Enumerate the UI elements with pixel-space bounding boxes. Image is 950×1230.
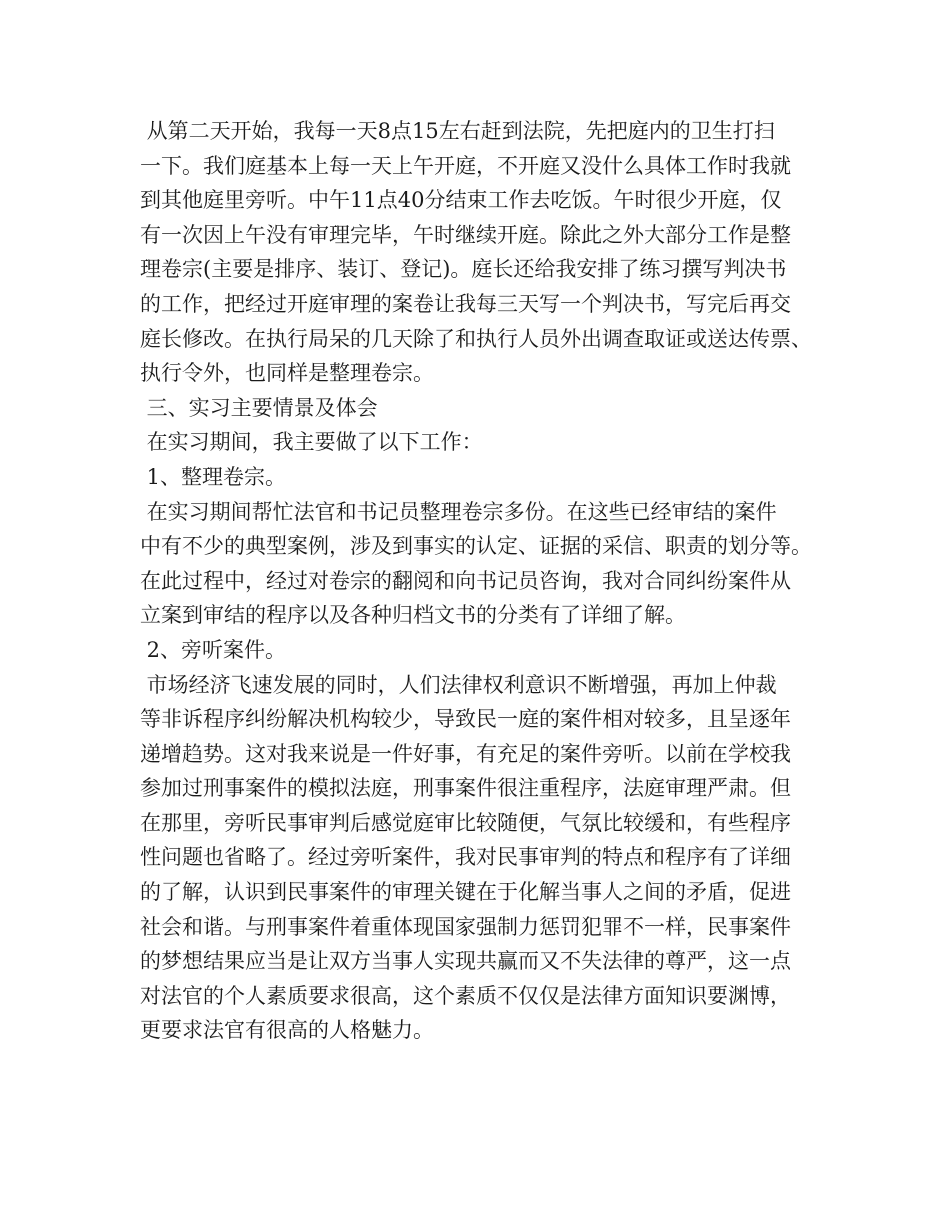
text-line: 性问题也省略了。经过旁听案件，我对民事审判的特点和程序有了详细 bbox=[140, 845, 791, 870]
subsection-heading: 2、旁听案件。 bbox=[140, 637, 287, 662]
text-line: 在实习期间，我主要做了以下工作： bbox=[140, 430, 483, 455]
text-line: 中有不少的典型案例，涉及到事实的认定、证据的采信、职责的划分等。 bbox=[140, 534, 812, 559]
text-line: 等非诉程序纠纷解决机构较少，导致民一庭的案件相对较多，且呈逐年 bbox=[140, 707, 791, 732]
text-line: 参加过刑事案件的模拟法庭，刑事案件很注重程序，法庭审理严肃。但 bbox=[140, 776, 791, 801]
text-line: 在此过程中，经过对卷宗的翻阅和向书记员咨询，我对合同纠纷案件从 bbox=[140, 568, 791, 593]
text-line: 到其他庭里旁听。中午11点40分结束工作去吃饭。午时很少开庭，仅 bbox=[140, 188, 782, 213]
text-line: 社会和谐。与刑事案件着重体现国家强制力惩罚犯罪不一样，民事案件 bbox=[140, 914, 791, 939]
text-line: 的了解，认识到民事案件的审理关键在于化解当事人之间的矛盾，促进 bbox=[140, 880, 791, 905]
text-line: 理卷宗(主要是排序、装订、登记)。庭长还给我安排了练习撰写判决书 bbox=[140, 257, 787, 282]
text-line: 对法官的个人素质要求很高，这个素质不仅仅是法律方面知识要渊博， bbox=[140, 983, 791, 1008]
text-line: 更要求法官有很高的人格魅力。 bbox=[140, 1018, 434, 1043]
text-line: 市场经济飞速发展的同时，人们法律权利意识不断增强，再加上仲裁 bbox=[140, 672, 777, 697]
document-body bbox=[140, 114, 830, 1048]
text-line: 有一次因上午没有审理完毕，午时继续开庭。除此之外大部分工作是整 bbox=[140, 222, 791, 247]
text-line: 的梦想结果应当是让双方当事人实现共赢而又不失法律的尊严，这一点 bbox=[140, 949, 791, 974]
text-line: 的工作，把经过开庭审理的案卷让我每三天写一个判决书，写完后再交 bbox=[140, 291, 791, 316]
section-heading: 三、实习主要情景及体会 bbox=[140, 395, 378, 420]
text-line: 立案到审结的程序以及各种归档文书的分类有了详细了解。 bbox=[140, 603, 686, 628]
text-line: 在实习期间帮忙法官和书记员整理卷宗多份。在这些已经审结的案件 bbox=[140, 499, 777, 524]
text-line: 执行令外，也同样是整理卷宗。 bbox=[140, 361, 434, 386]
text-line: 在那里，旁听民事审判后感觉庭审比较随便，气氛比较缓和，有些程序 bbox=[140, 810, 791, 835]
text-line: 一下。我们庭基本上每一天上午开庭，不开庭又没什么具体工作时我就 bbox=[140, 153, 791, 178]
subsection-heading: 1、整理卷宗。 bbox=[140, 464, 287, 489]
text-line: 递增趋势。这对我来说是一件好事，有充足的案件旁听。以前在学校我 bbox=[140, 741, 791, 766]
text-line: 从第二天开始，我每一天8点15左右赶到法院，先把庭内的卫生打扫 bbox=[140, 119, 775, 143]
text-line: 庭长修改。在执行局呆的几天除了和执行人员外出调查取证或送达传票、 bbox=[140, 326, 812, 351]
